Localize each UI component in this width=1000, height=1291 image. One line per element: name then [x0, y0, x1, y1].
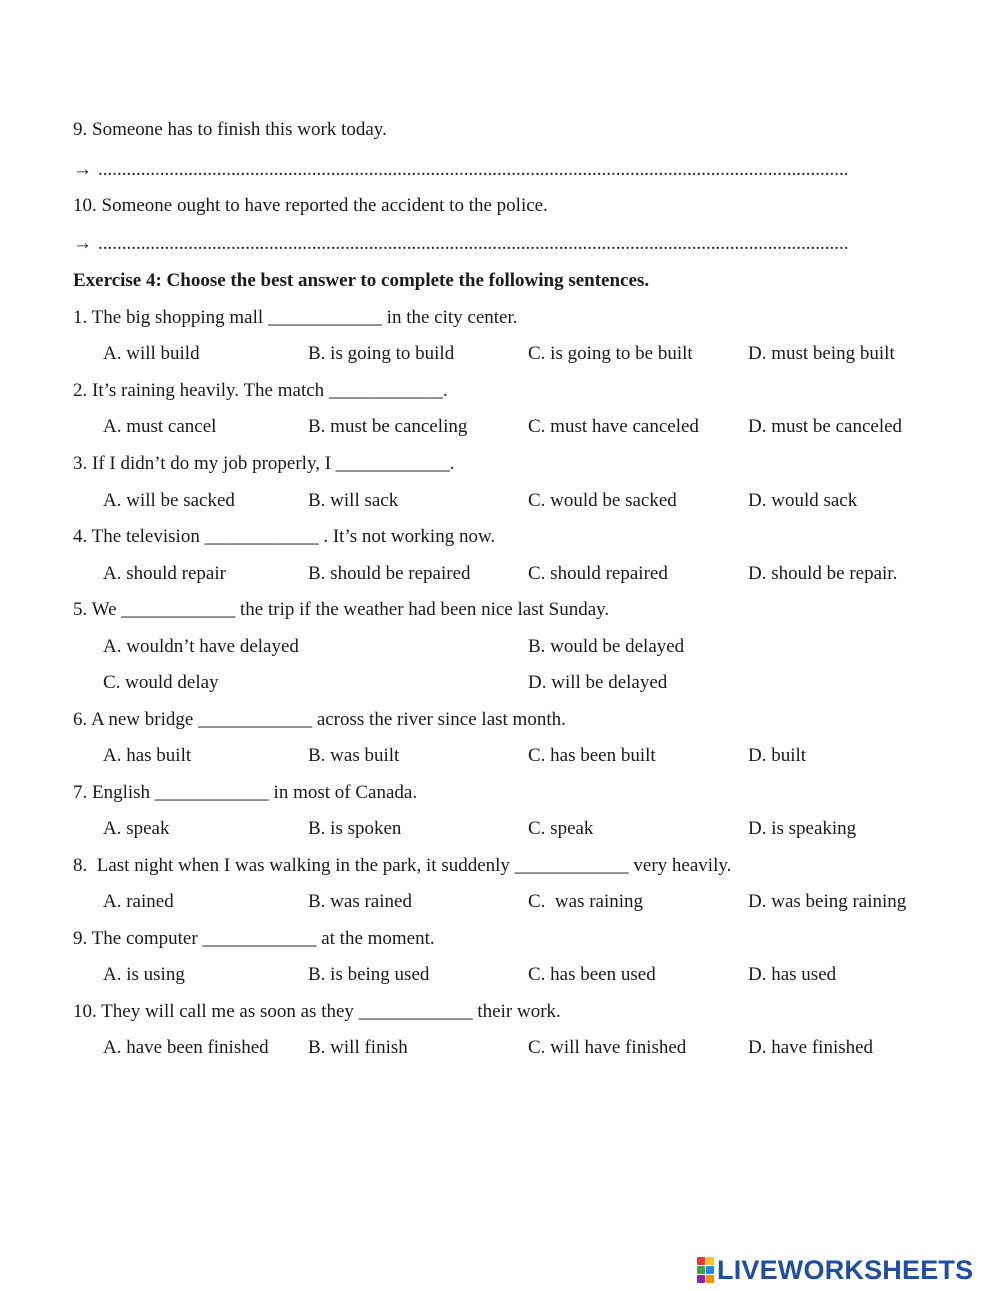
option-d[interactable]: D. should be repair.: [748, 563, 898, 584]
rewrite-item-9: 9. Someone has to finish this work today.: [73, 119, 387, 140]
option-b[interactable]: B. must be canceling: [308, 416, 468, 437]
logo-text: LIVEWORKSHEETS: [717, 1254, 974, 1285]
question-stem: 9. The computer ____________ at the moment.: [73, 928, 435, 949]
option-d[interactable]: D. must be canceled: [748, 416, 903, 437]
option-d[interactable]: D. has used: [748, 964, 837, 985]
logo-block: [706, 1266, 714, 1274]
option-c[interactable]: C. speak: [528, 818, 594, 839]
logo-block: [697, 1266, 705, 1274]
option-d[interactable]: D. will be delayed: [528, 672, 668, 693]
option-a[interactable]: A. have been finished: [103, 1037, 269, 1058]
option-a[interactable]: A. wouldn’t have delayed: [103, 636, 299, 657]
option-c[interactable]: C. would delay: [103, 672, 219, 693]
question-stem: 6. A new bridge ____________ across the river since last month.: [73, 709, 566, 730]
arrow-icon: →: [73, 233, 92, 254]
question-stem: 10. They will call me as soon as they ____________ their work.: [73, 1001, 561, 1022]
option-b[interactable]: B. will sack: [308, 490, 399, 511]
option-c[interactable]: C. must have canceled: [528, 416, 699, 437]
option-c[interactable]: C. would be sacked: [528, 490, 677, 511]
option-c[interactable]: C. has been built: [528, 745, 656, 766]
option-a[interactable]: A. speak: [103, 818, 170, 839]
option-b[interactable]: B. is being used: [308, 964, 430, 985]
logo-block: [697, 1257, 705, 1265]
option-d[interactable]: D. built: [748, 745, 807, 766]
answer-line[interactable]: ..............................................................................................................................................................: [98, 159, 849, 180]
option-a[interactable]: A. will build: [103, 343, 200, 364]
question-stem: 7. English ____________ in most of Canada.: [73, 782, 418, 803]
option-b[interactable]: B. was rained: [308, 891, 412, 912]
option-b[interactable]: B. should be repaired: [308, 563, 471, 584]
answer-line[interactable]: ..............................................................................................................................................................: [98, 233, 849, 254]
option-d[interactable]: D. must being built: [748, 343, 895, 364]
option-c[interactable]: C. should repaired: [528, 563, 668, 584]
option-c[interactable]: C. has been used: [528, 964, 656, 985]
option-a[interactable]: A. will be sacked: [103, 490, 235, 511]
option-c[interactable]: C. will have finished: [528, 1037, 687, 1058]
question-stem: 5. We ____________ the trip if the weather had been nice last Sunday.: [73, 599, 610, 620]
logo-mark-icon: [697, 1257, 714, 1283]
option-d[interactable]: D. was being raining: [748, 891, 907, 912]
option-c[interactable]: C. was raining: [528, 891, 644, 912]
arrow-icon: →: [73, 159, 92, 180]
option-a[interactable]: A. must cancel: [103, 416, 217, 437]
option-d[interactable]: D. would sack: [748, 490, 858, 511]
option-a[interactable]: A. is using: [103, 964, 185, 985]
option-a[interactable]: A. rained: [103, 891, 174, 912]
rewrite-item-10: 10. Someone ought to have reported the accident to the police.: [73, 195, 548, 216]
logo-block: [697, 1275, 705, 1283]
question-stem: 2. It’s raining heavily. The match ____________.: [73, 380, 448, 401]
option-c[interactable]: C. is going to be built: [528, 343, 693, 364]
logo-block: [706, 1257, 714, 1265]
liveworksheets-logo: [697, 1255, 973, 1285]
option-d[interactable]: D. is speaking: [748, 818, 857, 839]
option-a[interactable]: A. has built: [103, 745, 192, 766]
option-d[interactable]: D. have finished: [748, 1037, 874, 1058]
option-b[interactable]: B. would be delayed: [528, 636, 685, 657]
option-b[interactable]: B. is going to build: [308, 343, 455, 364]
question-stem: 8. Last night when I was walking in the park, it suddenly ____________ very heavily.: [73, 855, 732, 876]
option-b[interactable]: B. is spoken: [308, 818, 402, 839]
exercise-title: Exercise 4: Choose the best answer to complete the following sentences.: [73, 270, 650, 291]
option-b[interactable]: B. will finish: [308, 1037, 408, 1058]
question-stem: 1. The big shopping mall ____________ in the city center.: [73, 307, 518, 328]
question-stem: 3. If I didn’t do my job properly, I ____________.: [73, 453, 455, 474]
option-b[interactable]: B. was built: [308, 745, 400, 766]
option-a[interactable]: A. should repair: [103, 563, 226, 584]
logo-block: [706, 1275, 714, 1283]
question-stem: 4. The television ____________ . It’s not working now.: [73, 526, 496, 547]
